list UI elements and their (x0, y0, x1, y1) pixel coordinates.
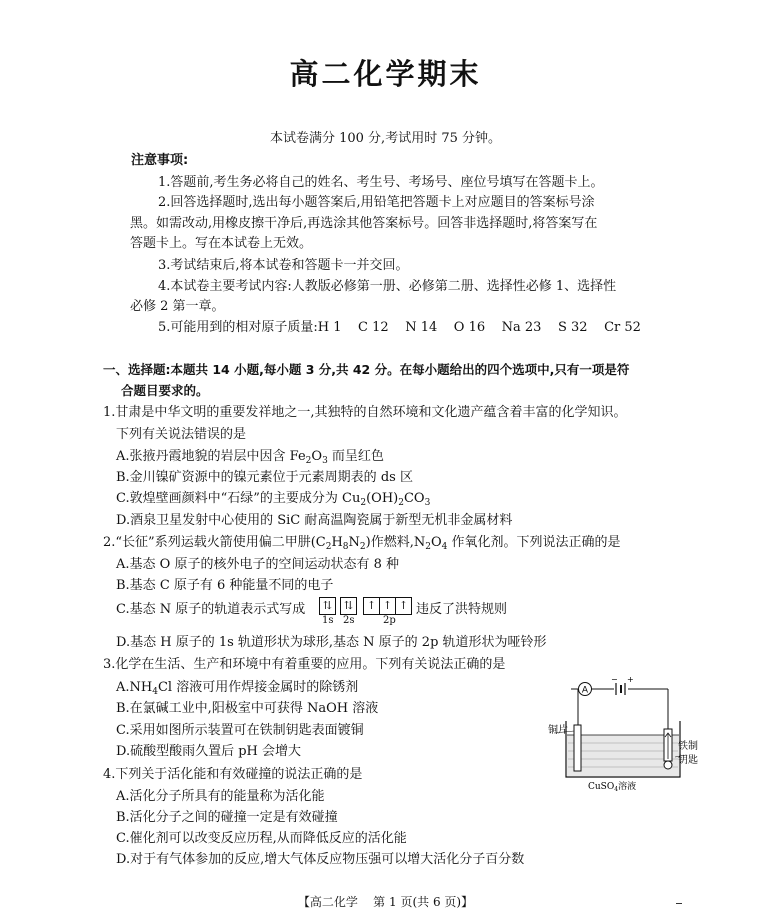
q4-option-b: B.活化分子之间的碰撞一定是有效碰撞 (116, 810, 338, 825)
orbital-2p-1: ↑ (364, 598, 380, 614)
q3-option-d: D.硫酸型酸雨久置后 pH 会增大 (116, 744, 302, 759)
page-title: 高二化学期末 (289, 57, 482, 91)
q2-option-c-prefix: C.基态 N 原子的轨道表示式写成 (116, 602, 306, 617)
q2-option-d: D.基态 H 原子的 1s 轨道形状为球形,基态 N 原子的 2p 轨道形状为哑铃形 (116, 635, 547, 650)
q2-stem: 2.“长征”系列运载火箭使用偏二甲肼$(C_2H_8N_2)$作燃料$,N_2O_4$ 作氧化剂。下列说法正确的是 (103, 535, 621, 552)
notice-item-2-line-2: 黑。如需改动,用橡皮擦干净后,再选涂其他答案标号。回答非选择题时,将答案写在 (130, 216, 598, 231)
iron-key-bow (664, 761, 672, 769)
orbital-2s-box (340, 597, 357, 615)
section-heading-line-2: 合题目要求的。 (121, 383, 209, 398)
notice-item-2-line-1: 2.回答选择题时,选出每小题答案后,用铅笔把答题卡上对应题目的答案标号涂 (158, 195, 595, 210)
battery-plus-icon: + (627, 675, 634, 684)
q4-option-c: C.催化剂可以改变反应历程,从而降低反应的活化能 (116, 831, 407, 846)
section-heading-line-1: 一、选择题:本题共 14 小题,每小题 3 分,共 42 分。在每小题给出的四个选项中,只有一项是符 (103, 362, 630, 377)
q1-option-b: B.金川镍矿资源中的镍元素位于元素周期表的 ds 区 (116, 470, 413, 485)
q1-option-d: D.酒泉卫星发射中心使用的 SiC 耐高温陶瓷属于新型无机非金属材料 (116, 513, 513, 528)
notice-item-4-line-1: 4.本试卷主要考试内容:人教版必修第一册、必修第二册、选择性必修 1、选择性 (158, 279, 617, 294)
exam-info: 本试卷满分 100 分,考试用时 75 分钟。 (269, 131, 502, 146)
orbital-2s-label: 2s (343, 615, 355, 626)
notice-heading: 注意事项: (131, 153, 189, 168)
orbital-2p-3: ↑ (398, 599, 409, 612)
solution-fill (567, 735, 679, 776)
orbital-2p-2: ↑ (380, 598, 396, 614)
copper-plate-label: 铜片 (548, 725, 568, 736)
ammeter-label: A (581, 685, 589, 696)
notice-item-1: 1.答题前,考生务必将自己的姓名、考生号、考场号、座位号填写在答题卡上。 (158, 175, 604, 190)
q3-stem: 3.化学在生活、生产和环境中有着重要的应用。下列有关说法正确的是 (103, 657, 506, 672)
q1-option-c: C.敦煌壁画颜料中“石绿”的主要成分为 $Cu_2(OH)_2CO_3$ (116, 491, 431, 508)
q4-option-d: D.对于有气体参加的反应,增大气体反应物压强可以增大活化分子百分数 (116, 852, 525, 867)
notice-item-5: 5.可能用到的相对原子质量:H 1 C 12 N 14 O 16 Na 23 S 32 Cr 52 (158, 320, 641, 335)
q2-option-c-suffix: 违反了洪特规则 (416, 602, 508, 617)
q3-option-b: B.在氯碱工业中,阳极室中可获得 NaOH 溶液 (116, 701, 379, 716)
q3-option-c: C.采用如图所示装置可在铁制钥匙表面镀铜 (116, 723, 364, 738)
notice-item-3: 3.考试结束后,将本试卷和答题卡一并交回。 (158, 258, 409, 273)
orbital-2p-box (363, 597, 412, 615)
q1-stem-line-1: 1.甘肃是中华文明的重要发祥地之一,其独特的自然环境和文化遗产蕴含着丰富的化学知识。 (103, 405, 627, 420)
q4-stem: 4.下列关于活化能和有效碰撞的说法正确的是 (103, 767, 363, 782)
battery-minus-icon: − (611, 675, 618, 684)
q1-option-a: A.张掖丹霞地貌的岩层中因含 $Fe_2O_3$ 而呈红色 (116, 449, 384, 466)
q4-option-a: A.活化分子所具有的能量称为活化能 (116, 789, 325, 804)
corner-mark (676, 903, 682, 904)
orbital-2p-label: 2p (383, 615, 396, 626)
orbital-1s-box (319, 597, 336, 615)
orbital-1s: ⇅ (322, 599, 333, 612)
notice-item-2-line-3: 答题卡上。写在本试卷上无效。 (130, 236, 313, 251)
q2-option-b: B.基态 C 原子有 6 种能量不同的电子 (116, 578, 334, 593)
orbital-1s-label: 1s (322, 615, 334, 626)
q3-option-a: $A.NH_4Cl$ 溶液可用作焊接金属时的除锈剂 (116, 680, 359, 697)
iron-key-label-line-2: 钥匙 (678, 755, 698, 766)
page-footer: 【高二化学 第 1 页(共 6 页)】 (297, 895, 474, 909)
cuso4-solution-label: CuSO$_4$溶液 (588, 782, 637, 791)
orbital-2s: ⇅ (343, 599, 354, 612)
iron-key-label-line-1: 铁制 (678, 741, 698, 752)
electroplating-apparatus-figure (548, 673, 698, 791)
copper-plate-electrode (574, 725, 581, 771)
notice-item-4-line-2: 必修 2 第一章。 (130, 299, 225, 314)
q2-option-a: A.基态 O 原子的核外电子的空间运动状态有 8 种 (116, 557, 399, 572)
q1-stem-line-2: 下列有关说法错误的是 (116, 427, 247, 442)
